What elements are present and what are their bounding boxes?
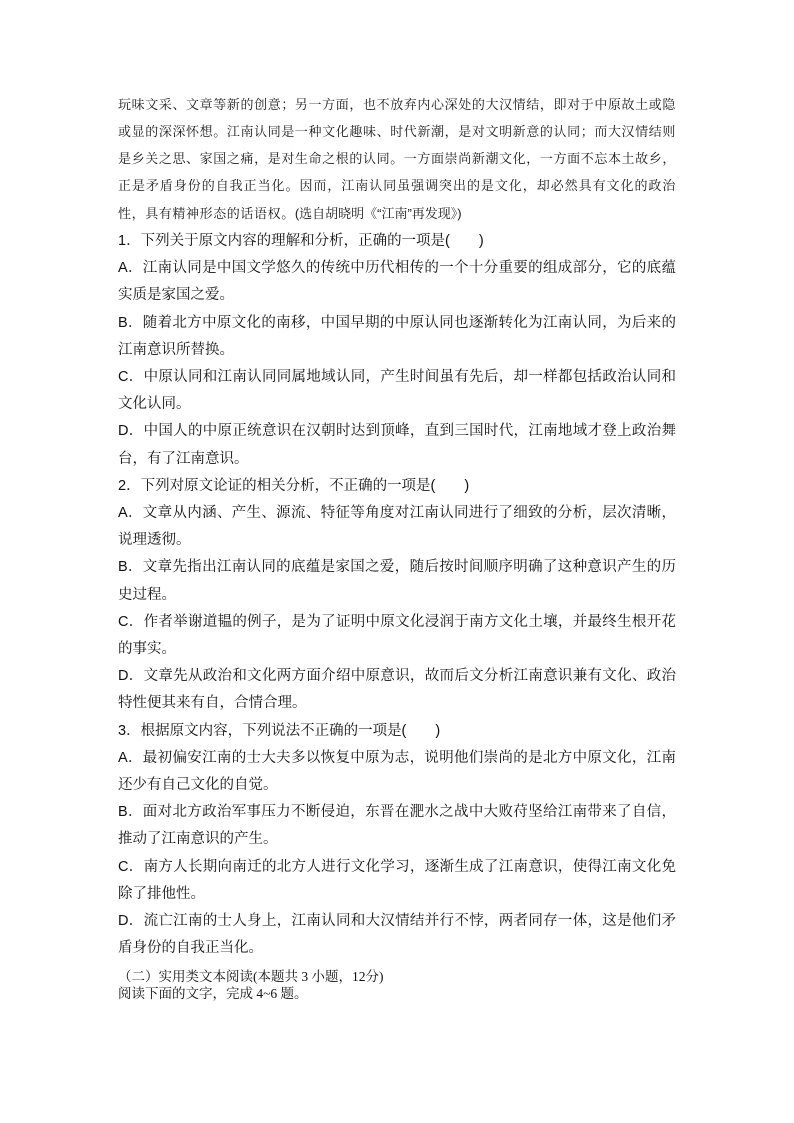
question-stem: 3．根据原文内容，下列说法不正确的一项是( ) <box>118 722 441 739</box>
option-c: C．作者举谢道韫的例子，是为了证明中原文化浸润于南方文化土壤，并最终生根开花的事实。 <box>118 613 676 658</box>
option-b: B．随着北方中原文化的南移，中国早期的中原认同也逐渐转化为江南认同，为后来的江南意识所替换。 <box>118 314 676 358</box>
option-b: B．文章先指出江南认同的底蕴是家国之爱，随后按时间顺序明确了这种意识产生的历史过程。 <box>118 559 676 603</box>
passage-text: 玩味文采、文章等新的创意；另一方面，也不放弃内心深处的大汉情结，即对于中原故土或隐或显的深深怀想。江南认同是一种文化趣味、时代新潮，是对文明新意的认同；而大汉情结则是乡关之思、家国之痛，是对生命之根的认同。一方面崇尚新潮文化，一方面不忘本土故乡，正是矛盾身份的自我正当化。因而，江南认同虽强调突出的是文化，却必然具有文化的政治性，具有精神形态的话语权。 <box>118 98 676 222</box>
option-a: A．江南认同是中国文学悠久的传统中历代相传的一个十分重要的组成部分，它的底蕴实质是家国之爱。 <box>118 260 676 304</box>
question-stem: 1．下列关于原文内容的理解和分析，正确的一项是( ) <box>118 233 484 249</box>
question-3 <box>118 718 676 963</box>
passage-paragraph <box>118 92 676 228</box>
option-a: A．最初偏安江南的士大夫多以恢复中原为志，说明他们崇尚的是北方中原文化，江南还少有自己文化的自觉。 <box>118 749 676 794</box>
section-instruction: 阅读下面的文字，完成 4~6 题。 <box>118 986 308 1002</box>
option-d: D．文章先从政治和文化两方面介绍中原意识，故而后文分析江南意识兼有文化、政治特性便其来有自，合情合理。 <box>118 668 676 712</box>
section-title: （二）实用类文本阅读(本题共 3 小题，12分) <box>118 969 384 985</box>
option-a: A．文章从内涵、产生、源流、特征等角度对江南认同进行了细致的分析，层次清晰，说理透彻。 <box>118 505 676 549</box>
option-d: D．中国人的中原正统意识在汉朝时达到顶峰，直到三国时代，江南地域才登上政治舞台，有了江南意识。 <box>118 423 676 467</box>
option-c: C．南方人长期向南迁的北方人进行文化学习，逐渐生成了江南意识，使得江南文化免除了排他性。 <box>118 858 676 902</box>
question-2 <box>118 473 676 718</box>
passage-source: (选自胡晓明《“江南”再发现》) <box>294 206 462 221</box>
option-c: C．中原认同和江南认同同属地域认同，产生时间虽有先后，却一样都包括政治认同和文化认同。 <box>118 369 676 413</box>
question-stem: 2．下列对原文论证的相关分析，不正确的一项是( ) <box>118 477 470 494</box>
question-1 <box>118 228 676 473</box>
option-d: D．流亡江南的士人身上，江南认同和大汉情结并行不悖，两者同存一体，这是他们矛盾身份的自我正当化。 <box>118 913 676 957</box>
option-b: B．面对北方政治军事压力不断侵迫，东晋在淝水之战中大败苻坚给江南带来了自信，推动了江南意识的产生。 <box>118 804 676 848</box>
page-content <box>118 92 676 1002</box>
